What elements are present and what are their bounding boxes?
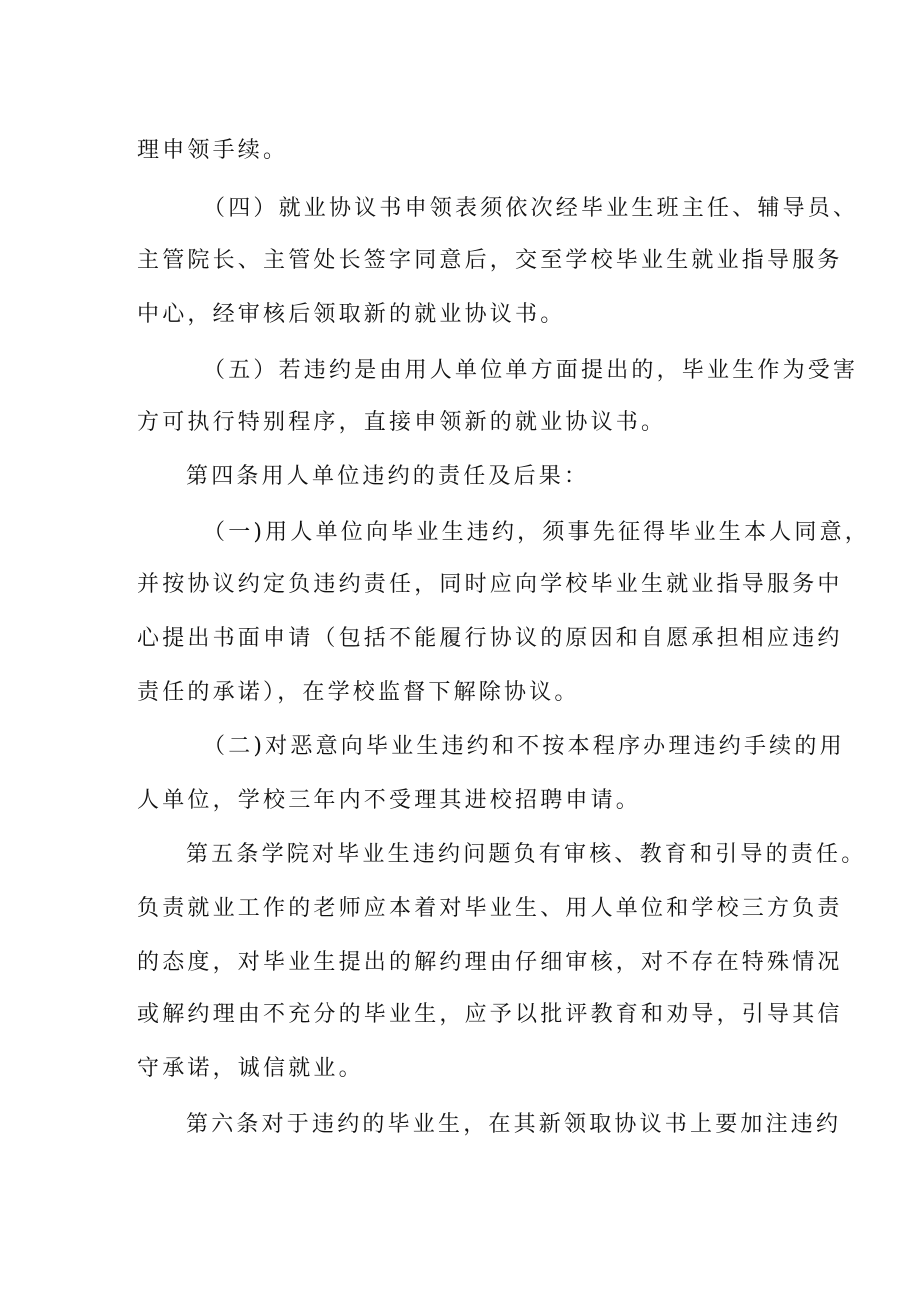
text-line: 第五条学院对毕业生违约问题负有审核、教育和引导的责任。 (186, 842, 867, 867)
text-line: 第六条对于违约的毕业生，在其新领取协议书上要加注违约 (186, 1112, 842, 1137)
text-line: 的态度，对毕业生提出的解约理由仔细审核，对不存在特殊情况 (137, 950, 843, 975)
text-line: 或解约理由不充分的毕业生，应予以批评教育和劝导，引导其信 (137, 1002, 843, 1027)
text-line: 责任的承诺），在学校监督下解除协议。 (137, 680, 580, 705)
text-line: 理申领手续。 (137, 138, 289, 163)
text-line: 心提出书面申请（包括不能履行协议的原因和自愿承担相应违约 (137, 626, 843, 651)
text-line: 主管院长、主管处长签字同意后，交至学校毕业生就业指导服务 (137, 248, 843, 273)
text-line: （五）若违约是由用人单位单方面提出的，毕业生作为受害 (203, 358, 859, 383)
text-line: 人单位，学校三年内不受理其进校招聘申请。 (137, 788, 642, 813)
text-line: 方可执行特别程序，直接申领新的就业协议书。 (137, 410, 667, 435)
text-line: （一)用人单位向毕业生违约，须事先征得毕业生本人同意， (203, 520, 870, 545)
text-line: 中心，经审核后领取新的就业协议书。 (137, 302, 566, 327)
text-line: 第四条用人单位违约的责任及后果： (186, 464, 590, 489)
text-line: 并按协议约定负违约责任，同时应向学校毕业生就业指导服务中 (137, 572, 843, 597)
text-line: 守承诺，诚信就业。 (137, 1056, 364, 1081)
text-line: （二)对恶意向毕业生违约和不按本程序办理违约手续的用 (203, 734, 845, 759)
text-line: （四）就业协议书申领表须依次经毕业生班主任、辅导员、 (203, 196, 859, 221)
text-line: 负责就业工作的老师应本着对毕业生、用人单位和学校三方负责 (137, 896, 843, 921)
